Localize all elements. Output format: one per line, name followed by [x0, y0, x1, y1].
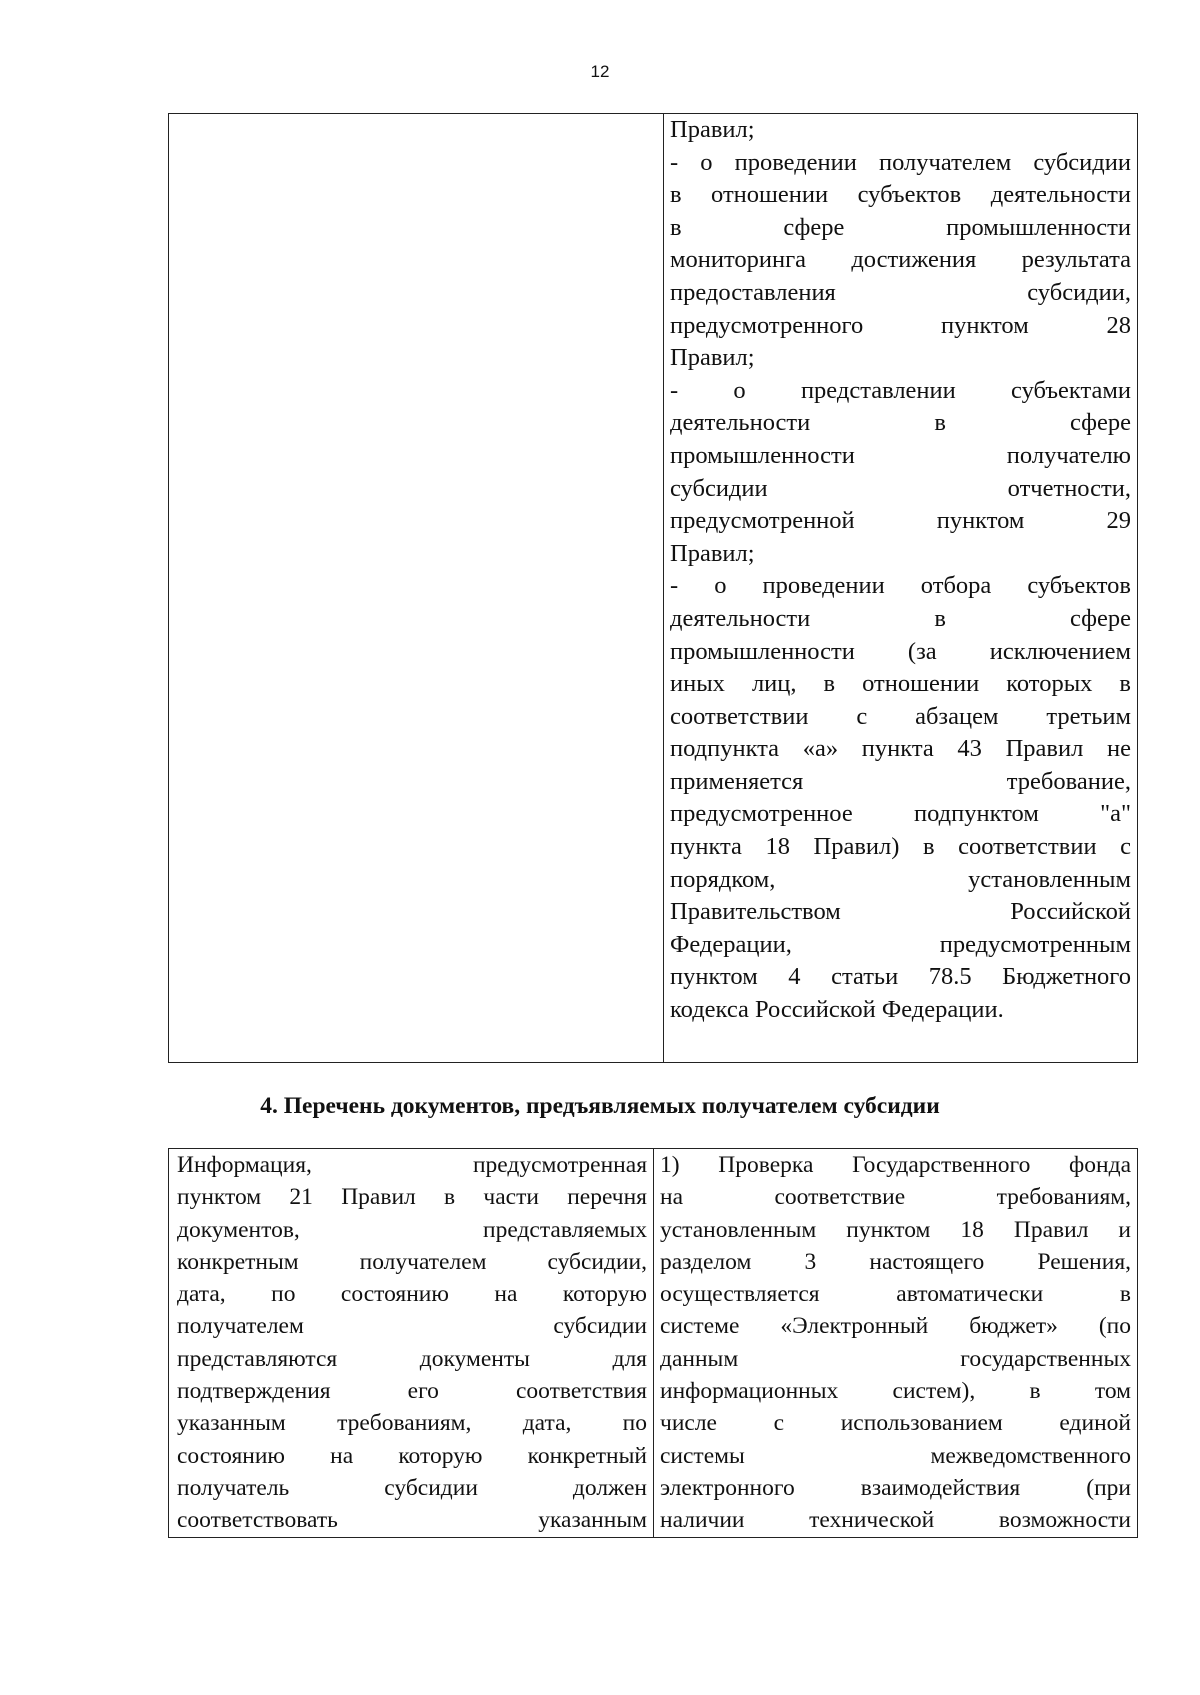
- text-line: пунктом 4 статьи 78.5 Бюджетного: [670, 963, 1131, 991]
- text-line: пунктом 21 Правил в части перечня: [177, 1184, 647, 1211]
- text-line: предусмотренное подпунктом "а": [670, 800, 1131, 828]
- text-line: промышленности получателю: [670, 441, 1131, 469]
- text-line: получателем субсидии: [177, 1313, 647, 1340]
- documents-table: [168, 1148, 1138, 1538]
- text-line: Правил;: [670, 116, 755, 143]
- text-line: предоставления субсидии,: [670, 278, 1131, 306]
- cell-text: [660, 1149, 1131, 1537]
- text-line: пункта 18 Правил) в соответствии с: [670, 833, 1131, 861]
- table-cell-right: [654, 1149, 1138, 1538]
- text-line: 1) Проверка Государственного фонда: [660, 1152, 1131, 1178]
- text-line: получатель субсидии должен: [177, 1474, 647, 1501]
- text-line: предусмотренной пунктом 29: [670, 507, 1131, 535]
- text-line: информационных систем), в том: [660, 1378, 1131, 1405]
- table-row: [169, 114, 1138, 1063]
- text-line: подтверждения его соответствия: [177, 1378, 647, 1405]
- text-line: Информация, предусмотренная: [177, 1152, 647, 1178]
- text-line: подпункта «а» пункта 43 Правил не: [670, 735, 1131, 763]
- cell-text: [177, 1149, 647, 1537]
- text-line: установленным пунктом 18 Правил и: [660, 1216, 1131, 1243]
- text-line: деятельности в сфере: [670, 604, 1131, 632]
- table-cell-left: [169, 1149, 654, 1538]
- text-line: числе с использованием единой: [660, 1410, 1131, 1437]
- conditions-table: [168, 113, 1138, 1063]
- text-line: представляются документы для: [177, 1345, 647, 1372]
- text-line: кодекса Российской Федерации.: [670, 996, 1004, 1024]
- text-line: применяется требование,: [670, 767, 1131, 795]
- cell-text: [670, 114, 1131, 1027]
- table-cell-right: [664, 114, 1138, 1063]
- text-line: деятельности в сфере: [670, 409, 1131, 437]
- text-line: предусмотренного пунктом 28: [670, 311, 1131, 339]
- text-line: субсидии отчетности,: [670, 474, 1131, 502]
- text-line: соответствии с абзацем третьим: [670, 702, 1131, 730]
- text-line: системе «Электронный бюджет» (по: [660, 1313, 1131, 1340]
- text-line: электронного взаимодействия (при: [660, 1474, 1131, 1501]
- text-line: дата, по состоянию на которую: [177, 1281, 647, 1308]
- section-title: 4. Перечень документов, предъявляемых получателем субсидии: [260, 1093, 940, 1119]
- text-line: - о проведении отбора субъектов: [670, 572, 1131, 600]
- text-line: мониторинга достижения результата: [670, 246, 1131, 274]
- text-line: осуществляется автоматически в: [660, 1281, 1131, 1308]
- text-line: соответствовать указанным: [177, 1507, 647, 1534]
- page-number: 12: [590, 62, 610, 81]
- table-cell-left-empty: [169, 114, 664, 1063]
- text-line: системы межведомственного: [660, 1442, 1131, 1469]
- text-line: в сфере промышленности: [670, 213, 1131, 241]
- text-line: - о представлении субъектами: [670, 376, 1131, 404]
- text-line: иных лиц, в отношении которых в: [670, 670, 1131, 698]
- table-row: [169, 1149, 1138, 1538]
- text-line: данным государственных: [660, 1345, 1131, 1372]
- text-line: промышленности (за исключением: [670, 637, 1131, 665]
- text-line: Правил;: [670, 344, 755, 372]
- text-line: Правил;: [670, 539, 755, 567]
- text-line: порядком, установленным: [670, 865, 1131, 893]
- text-line: Правительством Российской: [670, 898, 1131, 926]
- text-line: наличии технической возможности: [660, 1507, 1131, 1534]
- text-line: на соответствие требованиям,: [660, 1184, 1131, 1211]
- text-line: Федерации, предусмотренным: [670, 930, 1131, 958]
- text-line: в отношении субъектов деятельности: [670, 181, 1131, 209]
- text-line: состоянию на которую конкретный: [177, 1442, 647, 1469]
- text-line: - о проведении получателем субсидии: [670, 148, 1131, 176]
- text-line: разделом 3 настоящего Решения,: [660, 1248, 1131, 1275]
- text-line: конкретным получателем субсидии,: [177, 1248, 647, 1275]
- text-line: указанным требованиям, дата, по: [177, 1410, 647, 1437]
- text-line: документов, представляемых: [177, 1216, 647, 1243]
